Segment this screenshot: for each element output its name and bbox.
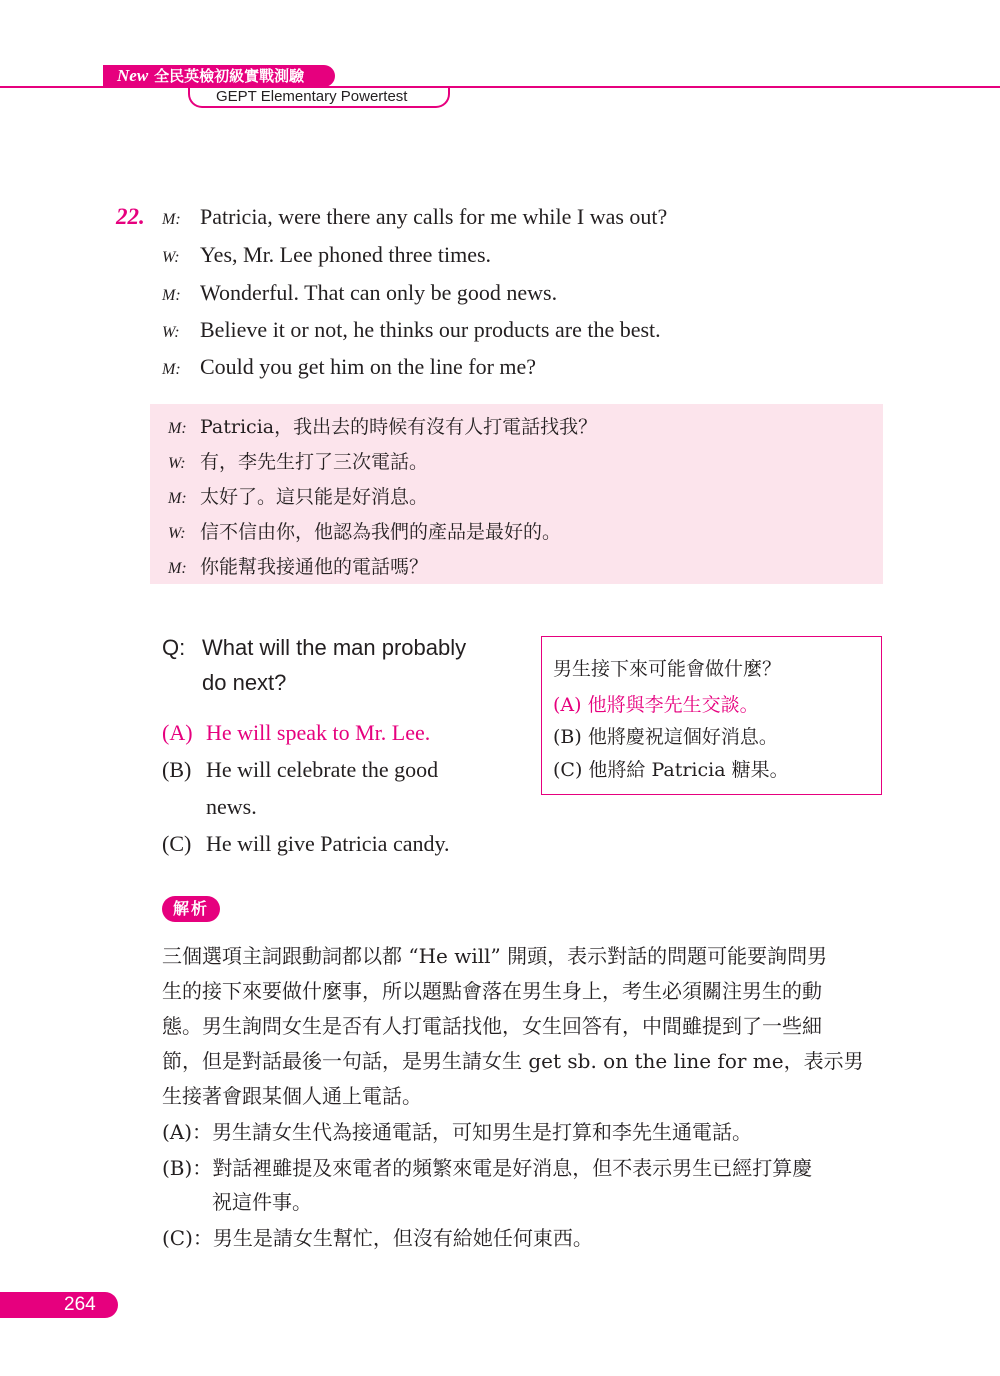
speaker-label: W: bbox=[168, 455, 186, 472]
option-b-text: He will celebrate the good bbox=[206, 757, 439, 782]
analysis-option-b bbox=[162, 1152, 812, 1181]
dialogue-text: Yes, Mr. Lee phoned three times. bbox=[200, 242, 492, 267]
translation-text: 信不信由你，他認為我們的產品是最好的。 bbox=[200, 521, 562, 543]
analysis-option-c bbox=[162, 1222, 593, 1251]
analysis-b-text-cont: 祝這件事。 bbox=[212, 1190, 312, 1214]
dialogue-line bbox=[162, 354, 536, 380]
dialogue-text: Wonderful. That can only be good news. bbox=[200, 280, 558, 305]
analysis-line: 三個選項主詞跟動詞都以都 “He will” 開頭，表示對話的問題可能要詢問男 bbox=[162, 944, 828, 968]
option-c-label: (C) bbox=[162, 831, 192, 856]
dialogue-line bbox=[162, 317, 661, 343]
dialogue-line bbox=[162, 204, 667, 230]
translation-text: Patricia，我出去的時候有沒有人打電話找我？ bbox=[200, 416, 598, 438]
speaker-label: M: bbox=[168, 490, 187, 507]
option-c-translation: (C) 他將給 Patricia 糖果。 bbox=[553, 759, 789, 781]
new-label: New bbox=[117, 66, 149, 85]
translation-line bbox=[168, 447, 428, 474]
analysis-tag: 解析 bbox=[162, 896, 220, 922]
option-c-text: He will give Patricia candy. bbox=[206, 831, 450, 856]
translation-text: 你能幫我接通他的電話嗎？ bbox=[200, 556, 429, 578]
analysis-line: 生接著會跟某個人通上電話。 bbox=[162, 1084, 422, 1108]
speaker-label: M: bbox=[168, 420, 187, 437]
option-b-text-cont: news. bbox=[206, 794, 257, 819]
analysis-a-text: 男生請女生代為接通電話，可知男生是打算和李先生通電話。 bbox=[212, 1120, 753, 1144]
translation-line bbox=[168, 482, 428, 509]
question-label: Q: bbox=[162, 635, 186, 660]
dialogue-line bbox=[162, 242, 491, 268]
option-a bbox=[162, 720, 430, 746]
analysis-line: 生的接下來要做什麼事，所以題點會落在男生身上，考生必須關注男生的動 bbox=[162, 979, 822, 1003]
speaker-label: M: bbox=[162, 361, 181, 378]
option-b bbox=[162, 757, 438, 783]
option-a-label: (A) bbox=[162, 720, 193, 745]
analysis-a-label: (A)： bbox=[162, 1120, 213, 1144]
translation-text: 太好了。這只能是好消息。 bbox=[200, 486, 429, 508]
translation-line bbox=[168, 552, 428, 579]
question-translation: 男生接下來可能會做什麼？ bbox=[553, 658, 782, 680]
analysis-line: 節，但是對話最後一句話，是男生請女生 get sb. on the line for me，表示男 bbox=[162, 1049, 864, 1073]
dialogue-text: Believe it or not, he thinks our products are the best. bbox=[200, 317, 661, 342]
speaker-label: M: bbox=[168, 560, 187, 577]
dialogue-text: Could you get him on the line for me? bbox=[200, 354, 537, 379]
series-title: 全民英檢初級實戰測驗 bbox=[154, 67, 305, 85]
page-number: 264 bbox=[0, 1292, 118, 1318]
analysis-c-label: (C)： bbox=[162, 1226, 213, 1250]
dialogue-line bbox=[162, 280, 557, 306]
translation-text: 有，李先生打了三次電話。 bbox=[200, 451, 429, 473]
question-line-2: do next? bbox=[202, 670, 287, 695]
analysis-line: 態。男生詢問女生是否有人打電話找他，女生回答有，中間雖提到了一些細 bbox=[162, 1014, 822, 1038]
speaker-label: W: bbox=[168, 525, 186, 542]
option-c bbox=[162, 831, 450, 857]
translation-line bbox=[168, 517, 561, 544]
option-b-translation: (B) 他將慶祝這個好消息。 bbox=[553, 726, 778, 748]
option-b-label: (B) bbox=[162, 757, 192, 782]
speaker-label: W: bbox=[162, 324, 180, 341]
option-a-translation: (A) 他將與李先生交談。 bbox=[553, 694, 759, 716]
speaker-label: M: bbox=[162, 287, 181, 304]
series-banner bbox=[103, 65, 335, 87]
speaker-label: W: bbox=[162, 249, 180, 266]
question-line-1: What will the man probably bbox=[202, 635, 467, 660]
book-subtitle: GEPT Elementary Powertest bbox=[188, 87, 450, 108]
question-text bbox=[162, 635, 466, 661]
analysis-option-a bbox=[162, 1116, 752, 1145]
translation-line bbox=[168, 412, 597, 439]
question-number: 22. bbox=[116, 204, 145, 229]
option-a-text: He will speak to Mr. Lee. bbox=[206, 720, 431, 745]
dialogue-text: Patricia, were there any calls for me while I was out? bbox=[200, 204, 668, 229]
analysis-b-label: (B)： bbox=[162, 1156, 213, 1180]
analysis-c-text: 男生是請女生幫忙，但沒有給她任何東西。 bbox=[212, 1226, 593, 1250]
speaker-label: M: bbox=[162, 211, 181, 228]
analysis-b-text: 對話裡雖提及來電者的頻繁來電是好消息，但不表示男生已經打算慶 bbox=[212, 1156, 813, 1180]
